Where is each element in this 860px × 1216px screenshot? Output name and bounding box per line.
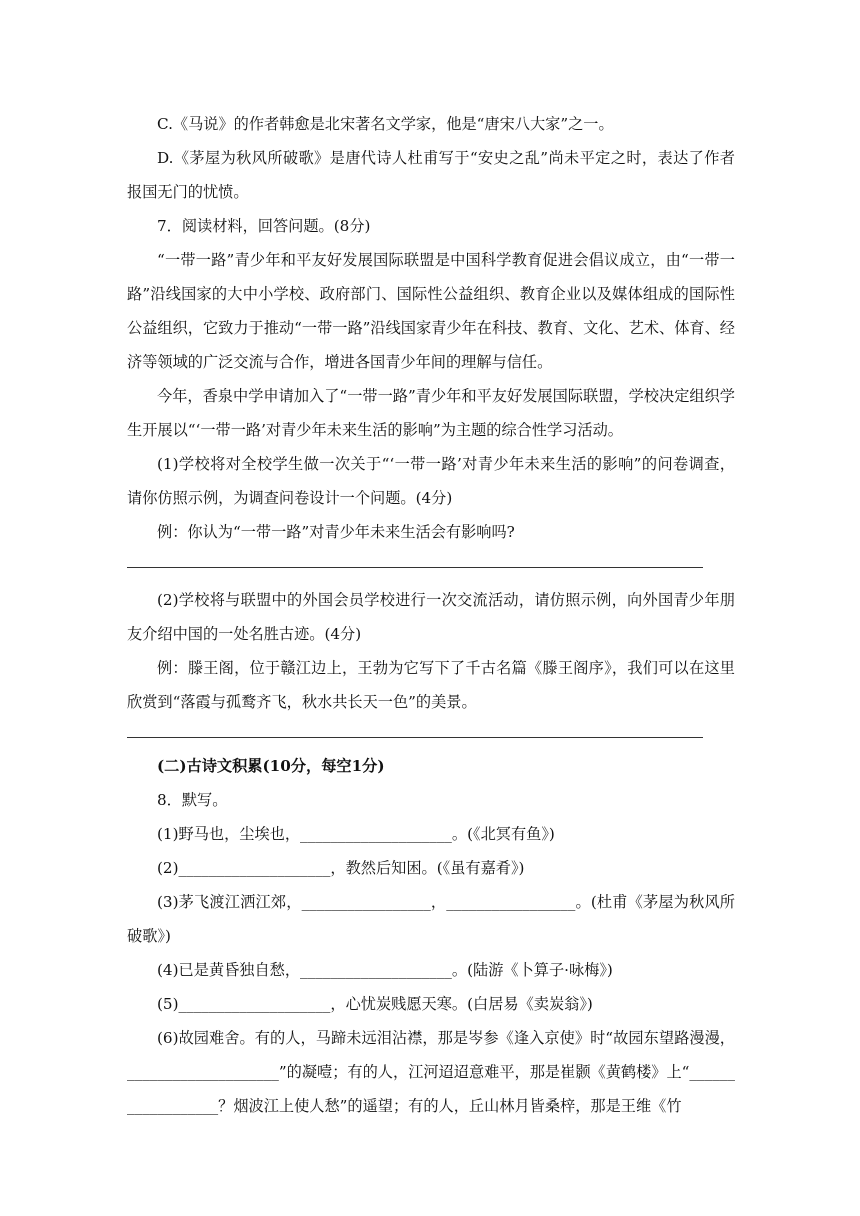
question-8-heading: 8．默写。: [157, 791, 228, 809]
q8-line-3: (3)茅飞渡江洒江郊，_________________，_________________。(杜甫《茅屋为秋风所破歌》): [127, 893, 735, 945]
option-d: D.《茅屋为秋风所破歌》是唐代诗人杜甫写于“安史之乱”尚未平定之时，表达了作者报国无门的忧愤。: [127, 149, 735, 201]
q7-sub1-example: 例：你认为“一带一路”对青少年未来生活会有影响吗?: [157, 523, 515, 541]
q8-line-4: (4)已是黄昏独自愁，____________________。(陆游《卜算子·咏梅》): [157, 961, 613, 979]
q7-sub-question-2: (2)学校将与联盟中的外国会员学校进行一次交流活动，请仿照示例，向外国青少年朋友介绍中国的一处名胜古迹。(4分): [127, 591, 735, 643]
question-7-heading: 7．阅读材料，回答问题。(8分): [157, 217, 371, 235]
q8-line-5: (5)____________________，心忧炭贱愿天寒。(白居易《卖炭翁》): [157, 995, 593, 1013]
section-heading: (二)古诗文积累(10分，每空1分): [157, 757, 385, 775]
option-c: C.《马说》的作者韩愈是北宋著名文学家，他是“唐宋八大家”之一。: [157, 115, 614, 133]
answer-line: [127, 737, 703, 738]
q7-sub2-example: 例：滕王阁，位于赣江边上，王勃为它写下了千古名篇《滕王阁序》，我们可以在这里欣赏到“落霞与孤鹜齐飞，秋水共长天一色”的美景。: [127, 659, 735, 711]
q7-material-paragraph-1: “一带一路”青少年和平友好发展国际联盟是中国科学教育促进会倡议成立，由“一带一路”沿线国家的大中小学校、政府部门、国际性公益组织、教育企业以及媒体组成的国际性公益组织，它致力于推动“一带一路”沿线国家青少年在科技、教育、文化、艺术、体育、经济等领域的广泛交流与合作，增进各国青少年间的理解与信任。: [127, 251, 735, 371]
q8-line-2: (2)____________________，教然后知困。(《虽有嘉肴》): [157, 859, 525, 877]
answer-line: [127, 567, 703, 568]
q8-line-6: (6)故园难舍。有的人，马蹄未远泪沾襟，那是岑参《逢入京使》时“故园东望路漫漫，____________________”的凝噎；有的人，江河迢迢意难平，那是崔颢《黄鹤楼》上“__________________？烟波江上使人愁”的遥望；有的人，丘山林月皆桑梓，那是王维《竹: [127, 1029, 735, 1115]
q7-material-paragraph-2: 今年，香泉中学申请加入了“一带一路”青少年和平友好发展国际联盟，学校决定组织学生开展以“‘一带一路’对青少年未来生活的影响”为主题的综合性学习活动。: [127, 387, 735, 439]
q7-sub-question-1: (1)学校将对全校学生做一次关于“‘一带一路’对青少年未来生活的影响”的问卷调查，请你仿照示例，为调查问卷设计一个问题。(4分): [127, 455, 735, 507]
q8-line-1: (1)野马也，尘埃也，____________________。(《北冥有鱼》): [157, 825, 555, 843]
